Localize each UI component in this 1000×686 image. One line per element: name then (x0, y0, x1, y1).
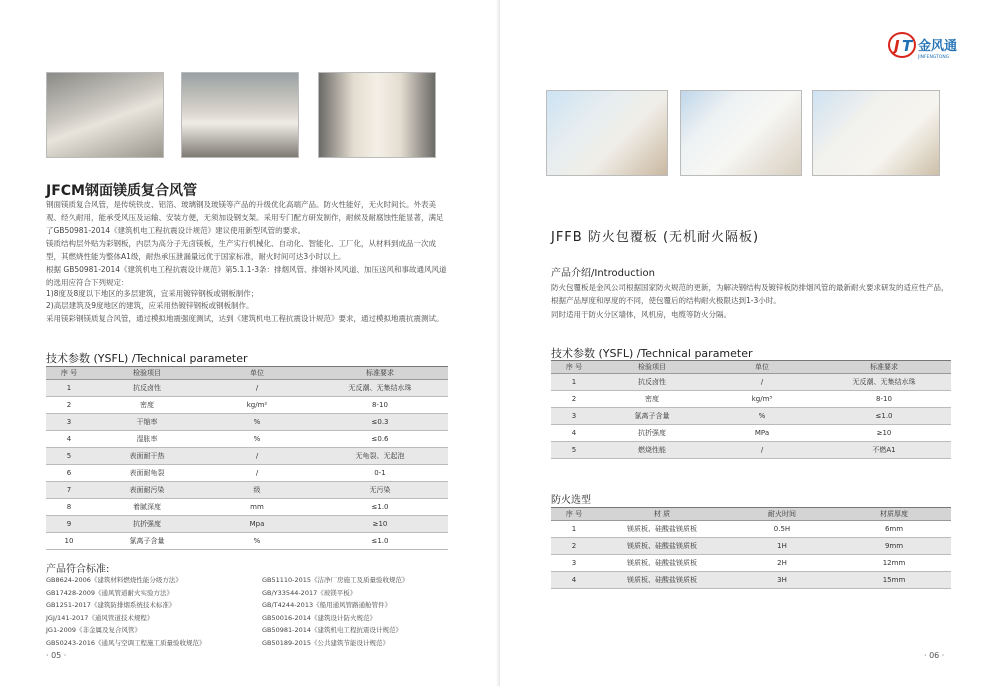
table-row (46, 465, 448, 482)
table-row (46, 397, 448, 414)
table-row (551, 555, 951, 572)
tech-param-title: 技术参数 (YSFL) /Technical parameter (46, 352, 248, 365)
table-cell: 1 (551, 521, 597, 538)
table-cell: 1H (727, 538, 837, 555)
table-row (551, 408, 951, 425)
table-row (46, 414, 448, 431)
table-row (551, 442, 951, 459)
table-cell: 燃烧性能 (597, 442, 707, 459)
table-header: 耐火时间 (727, 508, 837, 521)
table-row (46, 516, 448, 533)
right-page (500, 0, 1000, 686)
intro-paragraph: 同时适用于防火分区墙体，风机房，电缆等防火分隔。 (551, 310, 731, 319)
table-cell: 5 (46, 448, 92, 465)
table-cell: ≤1.0 (817, 408, 951, 425)
table-cell: 不燃A1 (817, 442, 951, 459)
standard-item: GB51110-2015《洁净厂房施工及质量验收规范》 (262, 576, 409, 584)
table-cell: 密度 (597, 391, 707, 408)
table-cell: 抗折强度 (92, 516, 202, 533)
table-cell: 密度 (92, 397, 202, 414)
table-cell: 2 (551, 538, 597, 555)
table-cell: 2H (727, 555, 837, 572)
company-logo (888, 30, 980, 60)
table-cell: 4 (551, 572, 597, 589)
intro-paragraph: 防火包覆板是金风公司根据国家防火规范的更新，为解决钢结构及镀锌板防排烟风管的最新耐火要求研发的适应性产品，根据产品厚度和厚度的不同，使包覆后的结构耐火极限达到1-3小时。 (551, 283, 949, 305)
standard-item: GB50243-2016《通风与空调工程施工质量验收规范》 (46, 638, 206, 647)
table-cell: ≥10 (817, 425, 951, 442)
table-cell: 无龟裂、无起泡 (312, 448, 448, 465)
duct-photo-2 (181, 72, 299, 158)
product-title: JFCM钢面镁质复合风管 (46, 183, 197, 199)
intro-paragraph: 采用镁彩钢镁质复合风管，通过模拟地震强度测试，达到《建筑机电工程抗震设计规范》要求，通过模拟地震抗震测试。 (46, 314, 444, 323)
board-photo-1 (546, 90, 668, 176)
table-row (551, 521, 951, 538)
product-title: JFFB 防火包覆板 (无机耐火隔板) (551, 230, 760, 245)
table-row (551, 391, 951, 408)
table-cell: / (707, 442, 817, 459)
table-row (551, 572, 951, 589)
table-cell: ≤0.6 (312, 431, 448, 448)
table-cell: 3 (46, 414, 92, 431)
logo-text: 金风通 (918, 39, 958, 54)
table-cell: 3 (551, 408, 597, 425)
intro-paragraph: 根据 GB50981-2014《建筑机电工程抗震设计规范》第5.1.1-3条：排烟风管、排烟补风风道、加压送风和事故通风风道的选用应符合下列规定： (46, 265, 447, 287)
table-cell: 镁质板、硅酸盐镁质板 (597, 572, 727, 589)
tech-param-table (46, 366, 448, 550)
table-cell: 7 (46, 482, 92, 499)
intro-paragraph: 2)高层建筑及9度地区的建筑，应采用热镀锌钢板或钢板制作。 (46, 301, 254, 310)
table-cell: mm (202, 499, 312, 516)
table-cell: 抗反卤性 (597, 374, 707, 391)
table-cell: 4 (46, 431, 92, 448)
table-cell: 8 (46, 499, 92, 516)
table-cell: 5 (551, 442, 597, 459)
intro-paragraph: 1)8度及8度以下地区的多层建筑，宜采用镀锌钢板或钢板制作； (46, 289, 259, 298)
table-cell: 表面耐龟裂 (92, 465, 202, 482)
table-cell: 9 (46, 516, 92, 533)
duct-photo-3 (318, 72, 436, 158)
table-cell: 0.5H (727, 521, 837, 538)
table-cell: 无反潮、无集结水珠 (312, 380, 448, 397)
table-cell: 氯离子含量 (92, 533, 202, 550)
table-cell: 镁质板、硅酸盐镁质板 (597, 555, 727, 572)
standard-item: GB50981-2014《建筑机电工程抗震设计规范》 (262, 626, 403, 635)
table-cell: 氯离子含量 (597, 408, 707, 425)
table-cell: 1 (551, 374, 597, 391)
table-cell: 3H (727, 572, 837, 589)
table-cell: 表面耐污染 (92, 482, 202, 499)
standard-item: GB/Y33544-2017《玻镁平板》 (262, 588, 357, 597)
standard-item: GB17428-2009《通风管道耐火实验方法》 (46, 588, 174, 597)
page-number: · 05 · (46, 651, 67, 660)
standard-item: JGJ/141-2017《通风管道技术规程》 (46, 613, 154, 622)
standard-item: GB1251-2017《建筑防排烟系统技术标准》 (46, 601, 176, 610)
standards-title: 产品符合标准: (46, 564, 110, 575)
table-cell: kg/m² (202, 397, 312, 414)
intro-paragraph: 镁质结构层外贴为彩钢板，内层为高分子无卤镁板，生产实行机械化、自动化、智能化、工厂化，从材料到成品一次成型，其燃烧性能为整体A1级，耐热承压泄漏量远优于国家标准，耐火时间可达3小时以上。 (46, 239, 436, 261)
standard-item: GB8624-2006《建筑材料燃烧性能分级方法》 (46, 576, 182, 584)
table-header: 标准要求 (312, 367, 448, 380)
table-cell: ≤0.3 (312, 414, 448, 431)
logo-subtext: JINFENGTONG (918, 55, 950, 60)
table-cell: 4 (551, 425, 597, 442)
table-row (46, 482, 448, 499)
tech-param-title: 技术参数 (YSFL) /Technical parameter (551, 347, 753, 360)
table-cell: 10 (46, 533, 92, 550)
table-cell: % (202, 414, 312, 431)
table-cell: ≥10 (312, 516, 448, 533)
table-cell: 8-10 (312, 397, 448, 414)
table-cell: / (202, 448, 312, 465)
table-cell: 着腻深度 (92, 499, 202, 516)
table-cell: % (707, 408, 817, 425)
table-cell: 抗反卤性 (92, 380, 202, 397)
table-cell: 6mm (837, 521, 951, 538)
fire-selection-title: 防火选型 (551, 495, 591, 506)
table-cell: 8-10 (817, 391, 951, 408)
table-cell: / (202, 380, 312, 397)
table-cell: 9mm (837, 538, 951, 555)
table-cell: 表面耐干热 (92, 448, 202, 465)
page-number: · 06 · (924, 651, 945, 660)
table-header: 序 号 (551, 361, 597, 374)
tech-param-table (551, 360, 951, 459)
table-row (46, 533, 448, 550)
standards-list-right (262, 574, 462, 650)
table-cell: 湿胀率 (92, 431, 202, 448)
table-row (46, 380, 448, 397)
table-cell: % (202, 431, 312, 448)
table-header: 单位 (707, 361, 817, 374)
table-cell: / (202, 465, 312, 482)
table-row (551, 425, 951, 442)
standard-item: GB/T4244-2013《船用通风管路通舱管件》 (262, 601, 392, 610)
table-cell: 2 (551, 391, 597, 408)
table-row (551, 374, 951, 391)
duct-photo-1 (46, 72, 164, 158)
table-header: 序 号 (551, 508, 597, 521)
table-header: 单位 (202, 367, 312, 380)
table-row (46, 499, 448, 516)
table-header: 检验项目 (597, 361, 707, 374)
svg-text:J: J (894, 37, 900, 55)
table-row (46, 448, 448, 465)
table-cell: / (707, 374, 817, 391)
table-cell: 无反潮、无集结水珠 (817, 374, 951, 391)
board-photo-3 (812, 90, 940, 176)
table-cell: % (202, 533, 312, 550)
table-cell: 12mm (837, 555, 951, 572)
table-cell: kg/m³ (707, 391, 817, 408)
table-cell: 镁质板、硅酸盐镁质板 (597, 521, 727, 538)
table-cell: ≤1.0 (312, 533, 448, 550)
table-header: 序 号 (46, 367, 92, 380)
table-cell: 2 (46, 397, 92, 414)
table-cell: 镁质板、硅酸盐镁质板 (597, 538, 727, 555)
table-row (46, 431, 448, 448)
table-header: 检验项目 (92, 367, 202, 380)
table-cell: 6 (46, 465, 92, 482)
table-cell: MPa (707, 425, 817, 442)
table-cell: 1 (46, 380, 92, 397)
fire-selection-table (551, 507, 951, 589)
table-cell: 3 (551, 555, 597, 572)
standard-item: GB50189-2015《公共建筑节能设计规范》 (262, 638, 390, 647)
table-row (551, 538, 951, 555)
table-cell: 0-1 (312, 465, 448, 482)
standard-item: JG1-2009《非金属及复合风管》 (46, 626, 141, 635)
intro-title: 产品介绍/Introduction (551, 268, 655, 279)
table-cell: 15mm (837, 572, 951, 589)
table-header: 材质厚度 (837, 508, 951, 521)
table-cell: 抗折强度 (597, 425, 707, 442)
table-header: 材 质 (597, 508, 727, 521)
board-photo-2 (680, 90, 802, 176)
table-cell: 干缩率 (92, 414, 202, 431)
table-cell: 无污染 (312, 482, 448, 499)
table-header: 标准要求 (817, 361, 951, 374)
standard-item: GB50016-2014《建筑设计防火规范》 (262, 613, 377, 622)
table-cell: 级 (202, 482, 312, 499)
intro-paragraph: 钢面镁质复合风管，是传统铁皮、铝箔、玻璃钢及玻镁等产品的升级优化高端产品。防火性能好，无火时间长。外表美观、经久耐用，能承受风压及运输、安装方便，无须加设钢支架。采用专门配方研发制作，耐候及耐腐蚀性能显著，满足了GB50981-2014《建筑机电工程抗震设计规范》建议使用新型风管的要求。 (46, 200, 444, 235)
table-cell: Mpa (202, 516, 312, 533)
svg-text:T: T (902, 37, 913, 55)
standards-list-left (46, 574, 246, 650)
table-cell: ≤1.0 (312, 499, 448, 516)
